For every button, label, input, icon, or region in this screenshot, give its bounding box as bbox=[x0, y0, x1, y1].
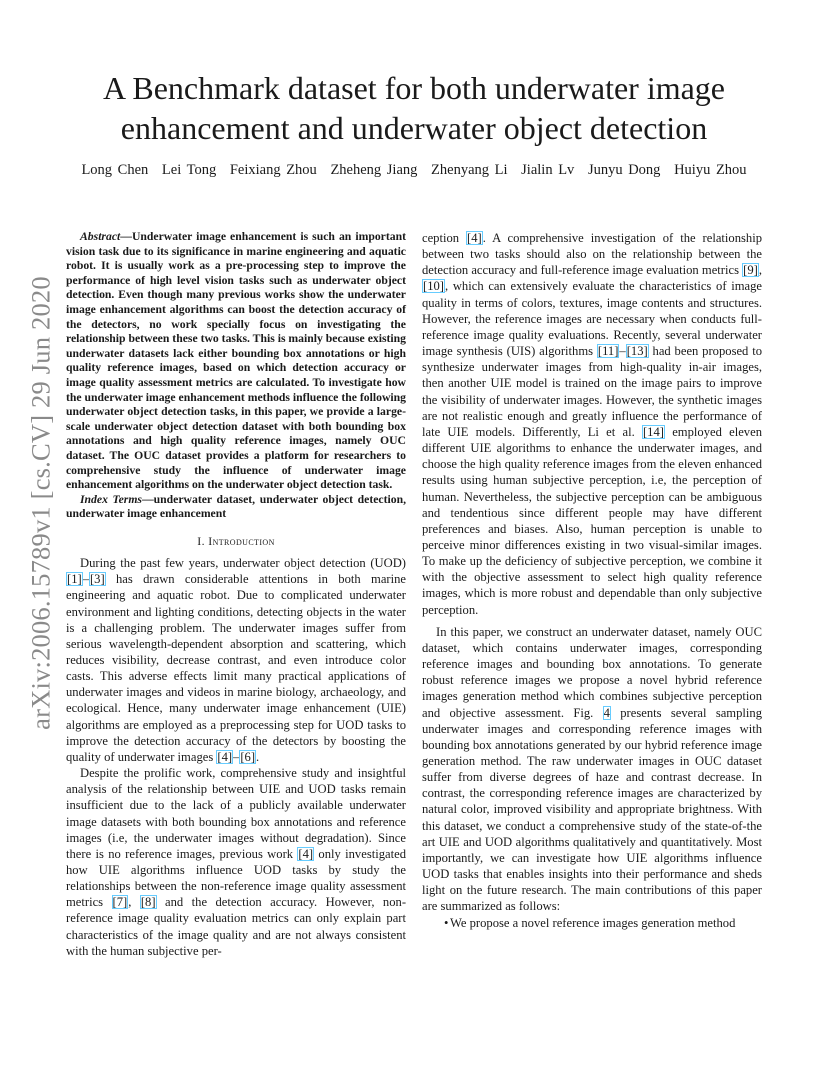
text: had been proposed to synthesize underwater images from high-quality in-air images, then another UIE model is trained on the image pairs to improve the visibility of underwater images. However, the synthetic images are not realistic enough and greatly influence the performance of late UIE models. Differently, Li et al. bbox=[422, 344, 762, 439]
section-heading-introduction: I. Introduction bbox=[197, 533, 275, 548]
text: employed eleven different UIE algorithms to enhance the underwater images, and choose the high quality reference images from the eleven enhanced results using human subjective perception, i.e, the perception of human. Nevertheless, the subjective perception can be ambiguous and tendentious since different people may have different preferences and biases. Also, human perception is unable to perceive minor differences existing in two visual-similar images. To make up the deficiency of subjective perception, we combine it with the objective assessment to select high quality reference images, which is more robust and dependable than only subjective perception. bbox=[422, 424, 762, 617]
arxiv-identifier-text: arXiv:2006.15789v1 [cs.CV] 29 Jun 2020 bbox=[25, 276, 56, 730]
contribution-bullet: • We propose a novel reference images generation method bbox=[422, 915, 762, 931]
citation-link[interactable]: [11] bbox=[597, 344, 619, 359]
citation-link[interactable]: [6] bbox=[240, 749, 256, 764]
citation-link[interactable]: [10] bbox=[423, 279, 444, 294]
index-terms-text: —underwater dataset, underwater object detection, underwater image enhancement bbox=[66, 492, 406, 521]
citation-link[interactable]: [1] bbox=[67, 572, 82, 587]
author: Jialin Lv bbox=[521, 162, 575, 178]
text: . bbox=[256, 749, 260, 764]
text: In this paper, we construct an underwater dataset, namely OUC dataset, which contains underwater images, corresponding reference images and bounding box annotations. To generate robust reference images we propose a novel hybrid reference images generation method which combines subjective perception and objective assessment. Fig. bbox=[422, 624, 762, 720]
citation-link[interactable]: [7] bbox=[112, 895, 128, 910]
text: only investigated how UIE algorithms influence UOD tasks by study the relationships between the non-reference image quality assessment metrics bbox=[66, 846, 406, 910]
citation-link[interactable]: [8] bbox=[140, 895, 156, 910]
citation-link[interactable]: [9] bbox=[743, 263, 758, 278]
right-column bbox=[422, 230, 762, 931]
citation-link[interactable]: [3] bbox=[89, 572, 105, 587]
author: Zhenyang Li bbox=[431, 162, 508, 178]
author: Huiyu Zhou bbox=[674, 162, 747, 178]
author: Long Chen bbox=[81, 162, 149, 178]
text: , bbox=[758, 263, 762, 278]
text: During the past few years, underwater object detection (UOD) bbox=[80, 556, 406, 571]
citation-link[interactable]: [4] bbox=[298, 846, 314, 861]
author: Feixiang Zhou bbox=[229, 162, 317, 178]
index-terms-label: Index Terms bbox=[80, 492, 142, 506]
paragraph bbox=[422, 230, 762, 618]
text: . A comprehensive investigation of the relationship between two tasks should also on the relationship between the detection accuracy and full-reference image evaluation metrics bbox=[422, 231, 763, 278]
author: Zheheng Jiang bbox=[330, 162, 418, 178]
author-list bbox=[60, 162, 768, 179]
text: – bbox=[619, 344, 626, 359]
citation-link[interactable]: [13] bbox=[626, 344, 648, 359]
abstract-text: —Underwater image enhancement is such an important vision task due to its significance in marine engineering and aquatic robot. It is usually work as a pre-processing step to improve the performance of high level vision tasks such as underwater object detection. Even though many previous works show the underwater image enhancement algorithms can boost the detection accuracy of the detectors, no work specially focus on investigating the relationship between these two tasks. This is mainly because existing underwater datasets lack either bounding box annotations or high quality reference images, based on which detection accuracy or image quality assessment metrics are calculated. To investigate how the underwater image enhancement methods influence the following underwater object detection tasks, in this paper, we provide a large-scale underwater object detection dataset with both bounding box annotations and high quality reference images, namely OUC dataset. The OUC dataset provides a platform for researchers to comprehensive study the influence of underwater image enhancement algorithms on the underwater object detection task. bbox=[66, 230, 406, 492]
text: Despite the prolific work, comprehensive study and insightful analysis of the relationship between UIE and UOD tasks remain insufficient due to the lack of a publicly available underwater image datasets with both bounding box annotations and reference images (i.e, the underwater images without degradation). Since there is no reference images, previous work bbox=[66, 766, 406, 861]
author: Lei Tong bbox=[161, 162, 217, 178]
citation-link[interactable]: [4] bbox=[467, 231, 482, 245]
text: , bbox=[128, 895, 140, 910]
abstract bbox=[66, 230, 406, 493]
arxiv-identifier bbox=[22, 268, 60, 738]
paragraph bbox=[66, 555, 406, 765]
citation-link[interactable]: [14] bbox=[642, 424, 664, 439]
figure-link[interactable]: 4 bbox=[603, 705, 610, 720]
paper-title: A Benchmark dataset for both underwater image enhancement and underwater object detection bbox=[103, 70, 725, 146]
citation-link[interactable]: [4] bbox=[217, 749, 233, 764]
author: Junyu Dong bbox=[587, 162, 661, 178]
text: has drawn considerable attentions in both marine engineering and aquatic robot. Due to complicated underwater environment and lighting conditions, detecting objects in the water is a challenging problem. The underwater images suffer from serious wavelength-dependent absorption and scattering, which reduces visibility, decrease contrast, and even introduce color casts. This adverse effects limit many practical applications of underwater images and videos in marine biology, archaeology, and ecological. Hence, many underwater image enhancement (UIE) algorithms are employed as a preprocessing step for UOD tasks to improve the detection accuracy of the detectors by boosting the quality of underwater images bbox=[66, 572, 406, 764]
left-column bbox=[66, 230, 406, 959]
text: presents several sampling underwater images and corresponding reference images with bounding box annotations generated by our hybrid reference image generation method. The raw underwater images in OUC dataset suffer from diverse degrees of haze and contrast decrease. In contrast, the corresponding reference images are characterized by natural color, improved visibility and appropriate brightness. With this dataset, we conduct a comprehensive study of the state-of-the art UIE and UOD algorithms qualitatively and quantitatively. Most importantly, we can investigate how UIE algorithms influence UOD tasks that enables insights into their performance and sheds light on the future research. The main contributions of this paper are summarized as follows: bbox=[422, 705, 762, 914]
text: and the detection accuracy. However, non-reference image quality evaluation metrics can only explain part characteristics of the image quality and are not always consistent with the human subjective per- bbox=[66, 895, 407, 958]
paragraph bbox=[66, 765, 406, 959]
text: ception bbox=[422, 231, 467, 245]
text: – bbox=[233, 749, 240, 764]
text: , which can extensively evaluate the characteristics of image quality in terms of colors, textures, image contents and structures. However, the reference images are necessary when conducts full-reference image quality evaluations. Recently, several underwater image synthesis (UIS) algorithms bbox=[422, 279, 762, 359]
abstract-label: Abstract bbox=[80, 230, 121, 243]
paragraph bbox=[422, 624, 762, 915]
index-terms bbox=[66, 493, 406, 522]
text: – bbox=[82, 572, 89, 587]
